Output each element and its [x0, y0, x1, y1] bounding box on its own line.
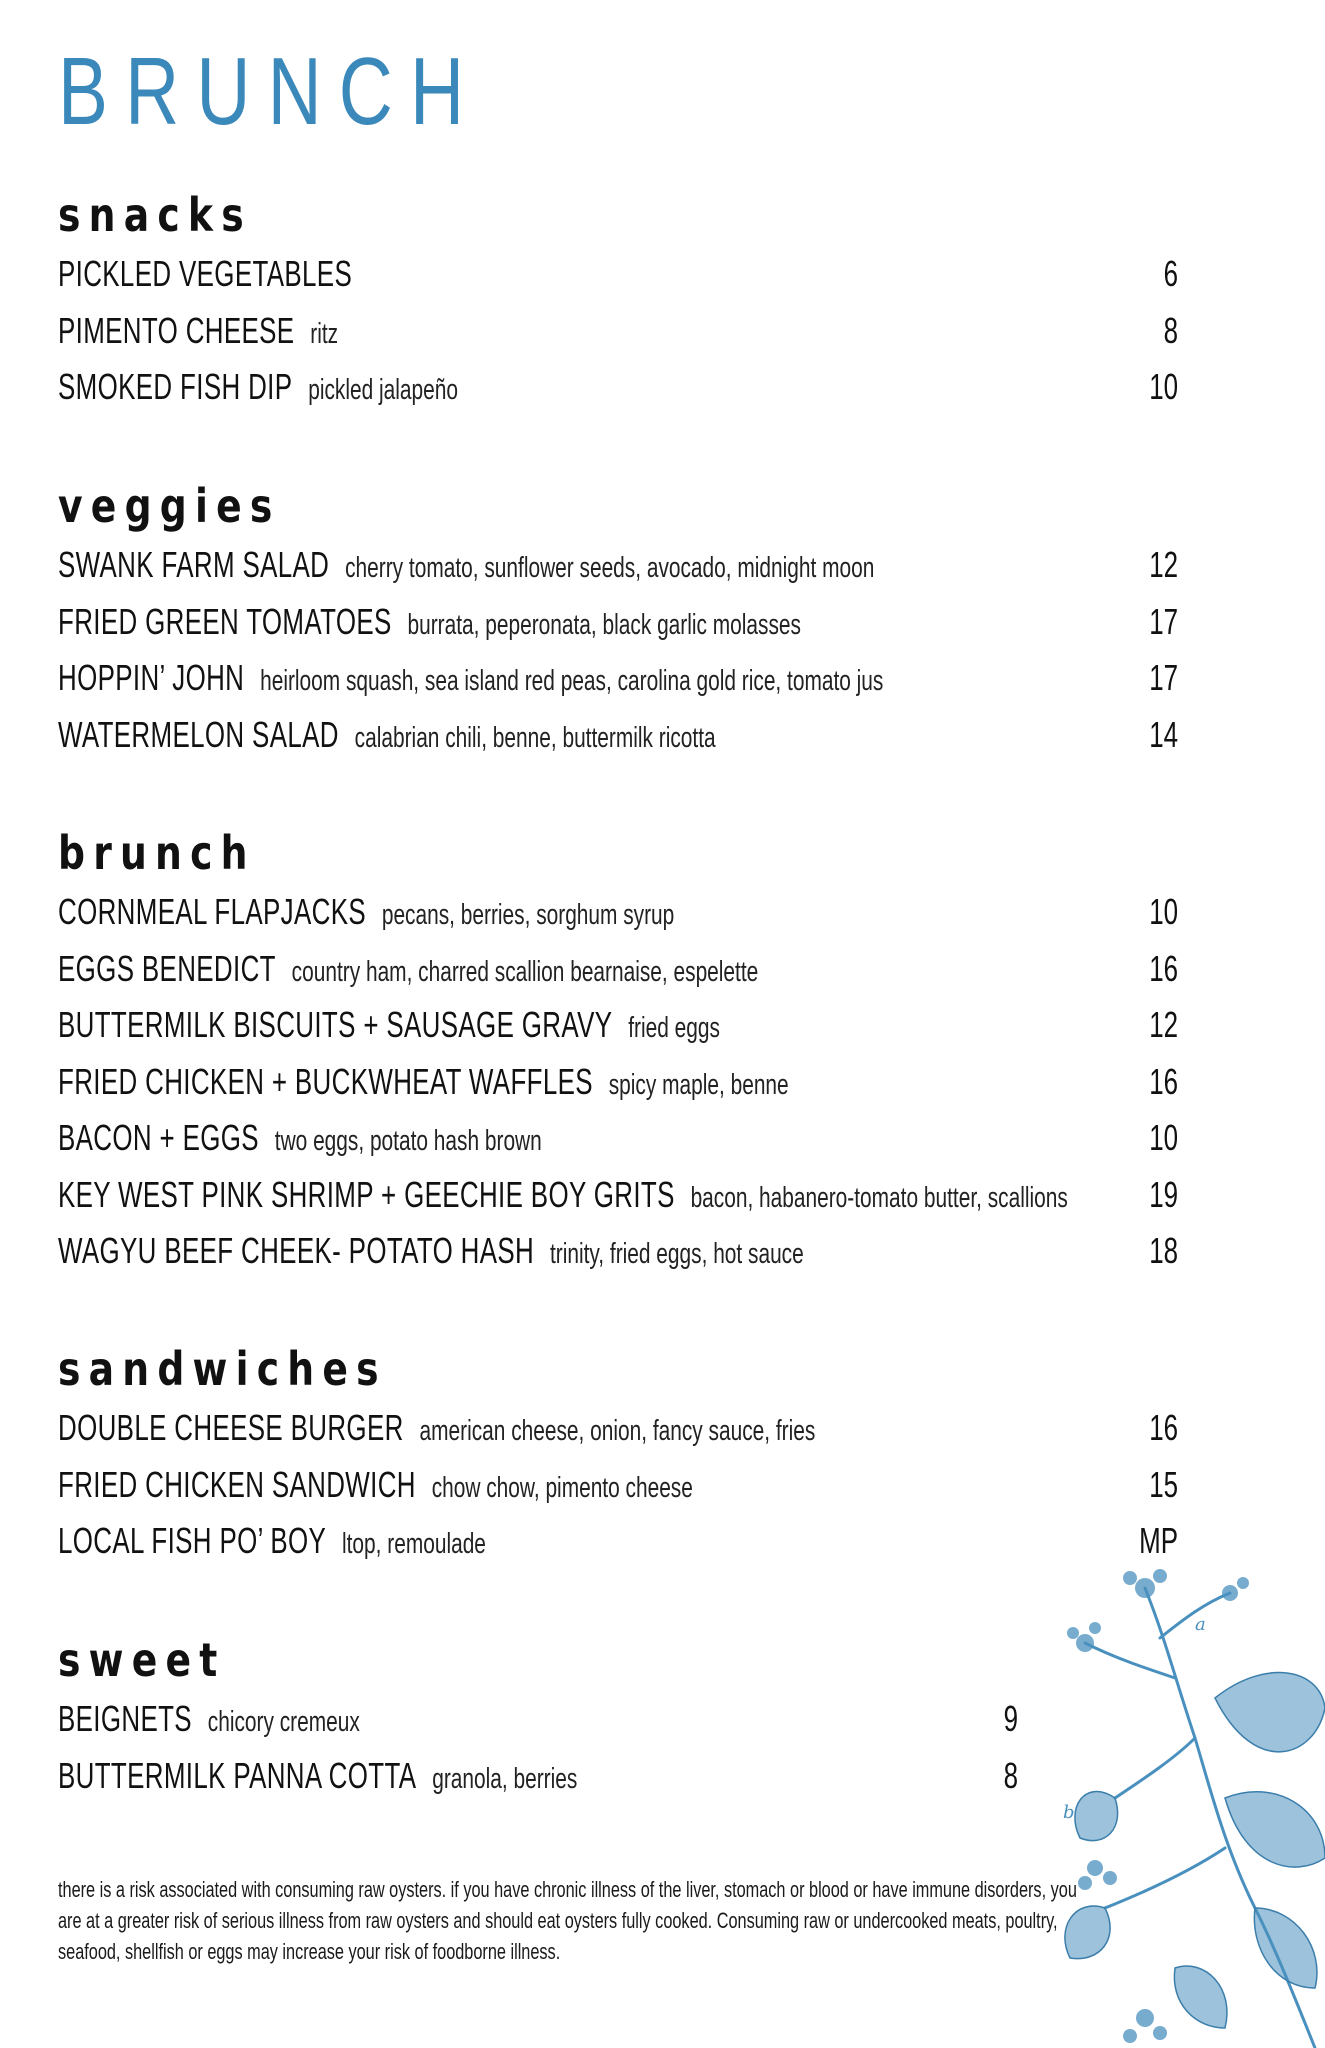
- item-desc: chicory cremeux: [207, 1706, 360, 1738]
- item-name: FRIED GREEN TOMATOES: [58, 600, 392, 642]
- item-price: 17: [1149, 600, 1178, 642]
- item-desc: cherry tomato, sunflower seeds, avocado, midnight moon: [345, 552, 875, 584]
- item-price: 19: [1149, 1173, 1178, 1215]
- item-price: 12: [1149, 1004, 1178, 1045]
- item-price: MP: [1139, 1520, 1178, 1561]
- menu-item: [58, 1513, 1178, 1570]
- menu-item: [58, 707, 1178, 764]
- menu-item: [58, 650, 1178, 707]
- section-snacks: [58, 184, 1178, 416]
- section-title: veggies: [58, 479, 281, 533]
- item-price: 16: [1149, 947, 1178, 989]
- section-title: sandwiches: [58, 1342, 387, 1396]
- item-name: LOCAL FISH PO’ BOY: [58, 1520, 327, 1561]
- menu-item: [58, 997, 1178, 1054]
- menu-item: [58, 1457, 1178, 1514]
- menu-item: [58, 359, 1178, 416]
- item-name: FRIED CHICKEN SANDWICH: [58, 1463, 416, 1505]
- item-desc: trinity, fried eggs, hot sauce: [549, 1238, 804, 1270]
- menu-item: [58, 941, 1178, 998]
- item-price: 16: [1149, 1060, 1178, 1102]
- item-name: WATERMELON SALAD: [58, 713, 339, 755]
- disclaimer-text: there is a risk associated with consuming raw oysters. if you have chronic illness of the liver, stomach or blood or have immune disorders, you are at a greater risk of serious illness from raw oysters and should eat oysters fully cooked. Consuming raw or undercooked meats, poultry, seafood, shellfish or eggs may increase your risk of foodborne illness.: [58, 1877, 1077, 1964]
- menu-item: [58, 303, 1178, 360]
- item-desc: bacon, habanero-tomato butter, scallions: [690, 1181, 1068, 1214]
- menu-item: [58, 1748, 1018, 1805]
- item-desc: ritz: [310, 317, 339, 350]
- menu-item: [58, 1691, 1018, 1748]
- item-price: 16: [1149, 1407, 1178, 1448]
- item-name: FRIED CHICKEN + BUCKWHEAT WAFFLES: [58, 1060, 593, 1102]
- section-veggies: [58, 475, 1178, 763]
- section-sandwiches: [58, 1338, 1178, 1570]
- item-desc: american cheese, onion, fancy sauce, fries: [419, 1415, 816, 1447]
- item-price: 8: [1163, 309, 1178, 351]
- menu-item: [58, 537, 1178, 594]
- item-price: 17: [1149, 657, 1178, 698]
- item-name: BUTTERMILK BISCUITS + SAUSAGE GRAVY: [58, 1004, 613, 1045]
- item-desc: heirloom squash, sea island red peas, carolina gold rice, tomato jus: [260, 665, 884, 697]
- menu-title: BRUNCH: [58, 38, 482, 145]
- menu-item: [58, 1110, 1178, 1167]
- item-name: BACON + EGGS: [58, 1117, 259, 1158]
- item-price: 8: [1003, 1754, 1018, 1796]
- item-name: BEIGNETS: [58, 1698, 192, 1739]
- item-name: PICKLED VEGETABLES: [58, 253, 353, 294]
- item-name: KEY WEST PINK SHRIMP + GEECHIE BOY GRITS: [58, 1173, 675, 1215]
- menu-item: [58, 884, 1178, 941]
- menu-item: [58, 1400, 1178, 1457]
- item-name: SMOKED FISH DIP: [58, 366, 293, 407]
- botanical-illustration: [1025, 1548, 1325, 2048]
- item-price: 9: [1003, 1698, 1018, 1739]
- section-title: sweet: [58, 1633, 226, 1687]
- item-name: EGGS BENEDICT: [58, 947, 276, 989]
- label-a: a: [1195, 1614, 1206, 1635]
- item-desc: granola, berries: [432, 1762, 578, 1795]
- item-price: 6: [1163, 253, 1178, 294]
- menu-item: [58, 1167, 1178, 1224]
- menu-item: [58, 1223, 1178, 1280]
- item-desc: pickled jalapeño: [308, 374, 458, 406]
- item-desc: chow chow, pimento cheese: [431, 1471, 693, 1504]
- item-price: 18: [1149, 1230, 1178, 1271]
- item-desc: country ham, charred scallion bearnaise, espelette: [291, 955, 759, 988]
- item-desc: ltop, remoulade: [341, 1528, 486, 1560]
- menu-item: [58, 594, 1178, 651]
- item-name: CORNMEAL FLAPJACKS: [58, 891, 366, 932]
- item-price: 12: [1149, 544, 1178, 585]
- item-price: 10: [1149, 891, 1178, 932]
- section-brunch: [58, 822, 1178, 1280]
- item-name: HOPPIN’ JOHN: [58, 657, 245, 698]
- menu-item: [58, 246, 1178, 303]
- item-desc: burrata, peperonata, black garlic molasses: [407, 608, 801, 641]
- section-title: brunch: [58, 826, 256, 880]
- section-sweet: [58, 1629, 1018, 1804]
- item-price: 10: [1149, 366, 1178, 407]
- item-price: 15: [1149, 1463, 1178, 1505]
- item-desc: spicy maple, benne: [608, 1068, 789, 1101]
- item-price: 14: [1149, 713, 1178, 755]
- item-desc: calabrian chili, benne, buttermilk ricotta: [354, 721, 716, 754]
- item-name: SWANK FARM SALAD: [58, 544, 330, 585]
- item-desc: two eggs, potato hash brown: [274, 1125, 542, 1157]
- item-price: 10: [1149, 1117, 1178, 1158]
- section-title: snacks: [58, 188, 252, 242]
- item-desc: fried eggs: [628, 1012, 720, 1044]
- item-name: DOUBLE CHEESE BURGER: [58, 1407, 404, 1448]
- item-name: PIMENTO CHEESE: [58, 309, 295, 351]
- item-name: WAGYU BEEF CHEEK- POTATO HASH: [58, 1230, 535, 1271]
- item-desc: pecans, berries, sorghum syrup: [381, 899, 675, 931]
- menu-item: [58, 1054, 1178, 1111]
- item-name: BUTTERMILK PANNA COTTA: [58, 1754, 417, 1796]
- label-b: b: [1063, 1802, 1075, 1823]
